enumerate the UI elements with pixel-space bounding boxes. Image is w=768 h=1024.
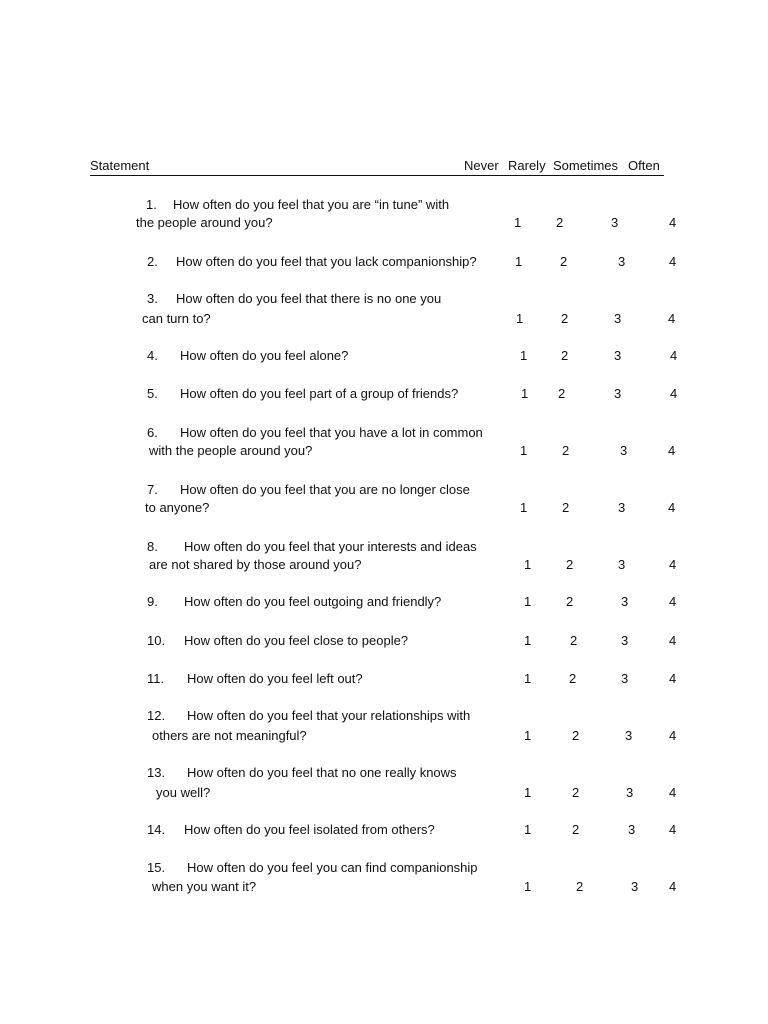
score-often: 4 [669, 594, 677, 609]
score-often: 4 [670, 386, 678, 401]
header-underline [90, 175, 664, 176]
header-sometimes: Sometimes [553, 158, 619, 173]
item-text-continued: to anyone? [145, 500, 210, 515]
score-often: 4 [669, 879, 677, 894]
score-rarely: 2 [572, 822, 580, 837]
score-sometimes: 3 [621, 633, 629, 648]
score-never: 1 [521, 386, 529, 401]
score-sometimes: 3 [618, 500, 626, 515]
item-text: How often do you feel left out? [187, 671, 363, 686]
item-text-continued: can turn to? [142, 311, 211, 326]
score-rarely: 2 [560, 254, 568, 269]
item-number: 1. [146, 197, 157, 212]
score-sometimes: 3 [611, 215, 619, 230]
score-rarely: 2 [569, 671, 577, 686]
item-number: 15. [147, 860, 166, 875]
item-text: How often do you feel that your relationships with [187, 708, 471, 723]
header-statement: Statement [90, 158, 150, 173]
header-rarely: Rarely [508, 158, 546, 173]
item-number: 10. [147, 633, 166, 648]
score-often: 4 [669, 215, 677, 230]
item-number: 9. [147, 594, 158, 609]
score-often: 4 [669, 728, 677, 743]
item-number: 11. [147, 671, 165, 686]
score-never: 1 [524, 728, 532, 743]
score-often: 4 [669, 557, 677, 572]
item-number: 13. [147, 765, 166, 780]
score-sometimes: 3 [614, 348, 622, 363]
score-often: 4 [668, 443, 676, 458]
score-often: 4 [669, 785, 677, 800]
item-number: 4. [147, 348, 158, 363]
item-text: How often do you feel that you have a lot in common [180, 425, 483, 440]
score-often: 4 [670, 348, 678, 363]
item-number: 5. [147, 386, 158, 401]
item-text: How often do you feel you can find companionship [187, 860, 478, 875]
score-never: 1 [520, 348, 528, 363]
score-sometimes: 3 [614, 386, 622, 401]
item-text: How often do you feel alone? [180, 348, 349, 363]
header-never: Never [464, 158, 499, 173]
score-often: 4 [669, 822, 677, 837]
item-text: How often do you feel isolated from others? [184, 822, 435, 837]
item-text: How often do you feel that there is no one you [176, 291, 442, 306]
score-rarely: 2 [558, 386, 566, 401]
item-text-continued: you well? [156, 785, 211, 800]
score-often: 4 [669, 671, 677, 686]
item-text: How often do you feel part of a group of friends? [180, 386, 459, 401]
score-sometimes: 3 [614, 311, 622, 326]
score-sometimes: 3 [618, 254, 626, 269]
score-never: 1 [520, 443, 528, 458]
score-never: 1 [524, 557, 532, 572]
score-sometimes: 3 [628, 822, 636, 837]
score-often: 4 [668, 500, 676, 515]
score-rarely: 2 [566, 557, 574, 572]
score-sometimes: 3 [625, 728, 633, 743]
score-never: 1 [524, 633, 532, 648]
score-never: 1 [520, 500, 528, 515]
score-rarely: 2 [572, 728, 580, 743]
item-text: How often do you feel that you are no longer close [180, 482, 470, 497]
score-rarely: 2 [561, 311, 569, 326]
score-sometimes: 3 [626, 785, 634, 800]
score-often: 4 [669, 254, 677, 269]
item-number: 2. [147, 254, 158, 269]
score-sometimes: 3 [621, 671, 629, 686]
score-often: 4 [668, 311, 676, 326]
item-text-continued: are not shared by those around you? [149, 557, 362, 572]
score-sometimes: 3 [631, 879, 639, 894]
item-number: 14. [147, 822, 166, 837]
item-text: How often do you feel that you lack companionship? [176, 254, 477, 269]
score-sometimes: 3 [621, 594, 629, 609]
score-rarely: 2 [566, 594, 574, 609]
score-never: 1 [516, 311, 524, 326]
item-text: How often do you feel that your interests and ideas [184, 539, 477, 554]
score-never: 1 [524, 822, 532, 837]
score-rarely: 2 [562, 500, 570, 515]
item-text-continued: others are not meaningful? [152, 728, 307, 743]
item-number: 3. [147, 291, 158, 306]
score-rarely: 2 [572, 785, 580, 800]
score-rarely: 2 [561, 348, 569, 363]
score-rarely: 2 [570, 633, 578, 648]
item-text-continued: the people around you? [136, 215, 273, 230]
score-never: 1 [515, 254, 523, 269]
item-text-continued: when you want it? [152, 879, 257, 894]
score-never: 1 [524, 671, 532, 686]
score-sometimes: 3 [618, 557, 626, 572]
item-text: How often do you feel that you are “in tune” with [173, 197, 450, 212]
item-number: 7. [147, 482, 158, 497]
score-never: 1 [514, 215, 522, 230]
score-never: 1 [524, 594, 532, 609]
item-number: 6. [147, 425, 158, 440]
score-rarely: 2 [556, 215, 564, 230]
score-never: 1 [524, 785, 532, 800]
score-often: 4 [669, 633, 677, 648]
score-rarely: 2 [576, 879, 584, 894]
item-text-continued: with the people around you? [149, 443, 313, 458]
item-text: How often do you feel close to people? [184, 633, 409, 648]
item-text: How often do you feel outgoing and friendly? [184, 594, 442, 609]
item-number: 8. [147, 539, 158, 554]
header-often: Often [628, 158, 660, 173]
score-never: 1 [524, 879, 532, 894]
score-rarely: 2 [562, 443, 570, 458]
item-text: How often do you feel that no one really knows [187, 765, 457, 780]
item-number: 12. [147, 708, 166, 723]
score-sometimes: 3 [620, 443, 628, 458]
